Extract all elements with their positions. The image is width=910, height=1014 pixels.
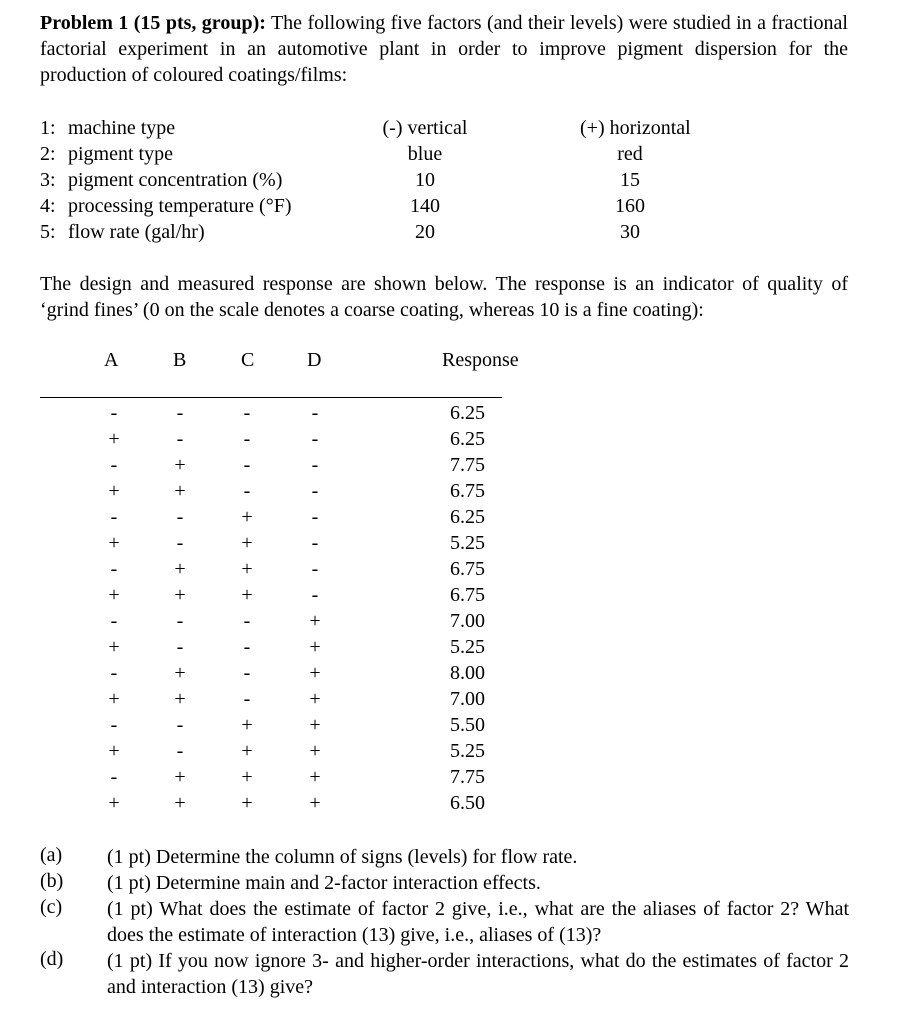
factor-low-level: blue [407, 143, 443, 165]
factor-high-level: 160 [615, 195, 645, 217]
sign-cell-b: - [176, 610, 184, 632]
response-cell: 5.25 [450, 740, 485, 762]
question-text: (1 pt) Determine the column of signs (levels) for flow rate. [107, 846, 578, 868]
sign-cell-a: - [110, 454, 118, 476]
factor-name: pigment concentration (%) [68, 169, 283, 191]
sign-cell-a: - [110, 558, 118, 580]
factor-number: 5: [40, 221, 56, 243]
sign-cell-b: + [174, 480, 186, 502]
sign-cell-d: - [311, 558, 319, 580]
response-cell: 7.00 [450, 688, 485, 710]
sign-cell-c: + [241, 558, 253, 580]
response-cell: 5.25 [450, 636, 485, 658]
sign-cell-d: + [309, 740, 321, 762]
response-cell: 7.75 [450, 454, 485, 476]
sign-cell-d: - [311, 532, 319, 554]
factor-high-level: (+) horizontal [580, 117, 691, 139]
sign-cell-b: + [174, 662, 186, 684]
sign-cell-d: - [311, 480, 319, 502]
sign-cell-c: + [241, 766, 253, 788]
sign-cell-a: + [108, 532, 120, 554]
response-cell: 8.00 [450, 662, 485, 684]
response-cell: 7.75 [450, 766, 485, 788]
sign-cell-b: - [176, 532, 184, 554]
sign-cell-b: - [176, 402, 184, 424]
design-description: The design and measured response are shown below. The response is an indicator of quality of ‘grind fines’ (0 on the scale denotes a coarse coating, whereas 10 is a fine coating): [40, 273, 848, 321]
factor-low-level: 140 [410, 195, 440, 217]
sign-cell-d: + [309, 662, 321, 684]
sign-cell-c: + [241, 532, 253, 554]
response-cell: 6.75 [450, 558, 485, 580]
factor-row [0, 117, 910, 143]
sign-cell-b: + [174, 584, 186, 606]
response-cell: 5.50 [450, 714, 485, 736]
sign-cell-c: + [241, 584, 253, 606]
response-cell: 6.25 [450, 506, 485, 528]
column-header-response: Response [442, 349, 519, 371]
sign-cell-d: + [309, 792, 321, 814]
sign-cell-c: - [243, 662, 251, 684]
factor-number: 4: [40, 195, 56, 217]
response-cell: 6.50 [450, 792, 485, 814]
sign-cell-b: - [176, 740, 184, 762]
factor-row [0, 195, 910, 221]
sign-cell-a: - [110, 402, 118, 424]
sign-cell-a: - [110, 662, 118, 684]
question-label: (b) [40, 870, 64, 892]
sign-cell-c: + [241, 792, 253, 814]
header-rule [40, 397, 502, 398]
sign-cell-a: + [108, 584, 120, 606]
sign-cell-b: - [176, 636, 184, 658]
sign-cell-b: + [174, 558, 186, 580]
factor-low-level: 20 [415, 221, 435, 243]
sign-cell-a: + [108, 636, 120, 658]
factor-high-level: 15 [620, 169, 640, 191]
factor-name: pigment type [68, 143, 173, 165]
sign-cell-b: - [176, 428, 184, 450]
sign-cell-d: + [309, 636, 321, 658]
factor-number: 3: [40, 169, 56, 191]
sign-cell-a: + [108, 740, 120, 762]
sign-cell-c: + [241, 740, 253, 762]
sign-cell-b: + [174, 766, 186, 788]
response-cell: 6.25 [450, 428, 485, 450]
sign-cell-d: + [309, 610, 321, 632]
response-cell: 7.00 [450, 610, 485, 632]
sign-cell-c: - [243, 454, 251, 476]
factor-name: machine type [68, 117, 176, 139]
sign-cell-c: - [243, 636, 251, 658]
sign-cell-b: + [174, 688, 186, 710]
sign-cell-b: + [174, 792, 186, 814]
sign-cell-d: - [311, 402, 319, 424]
sign-cell-b: + [174, 454, 186, 476]
column-header-b: B [173, 349, 187, 371]
factor-name: processing temperature (°F) [68, 195, 292, 217]
sign-cell-b: - [176, 714, 184, 736]
sign-cell-a: + [108, 480, 120, 502]
sign-cell-a: - [110, 506, 118, 528]
sign-cell-b: - [176, 506, 184, 528]
problem-intro-text: The following five factors (and their levels) were studied in a fractional factorial experiment in an automotive plant in order to improve pigment dispersion for the production of coloured coatings/films: [40, 12, 848, 86]
factor-row [0, 169, 910, 195]
column-header-a: A [104, 349, 119, 371]
column-header-c: C [241, 349, 255, 371]
sign-cell-a: + [108, 428, 120, 450]
sign-cell-d: + [309, 766, 321, 788]
sign-cell-c: - [243, 480, 251, 502]
factor-row [0, 143, 910, 169]
response-cell: 5.25 [450, 532, 485, 554]
response-cell: 6.75 [450, 584, 485, 606]
sign-cell-d: + [309, 714, 321, 736]
factor-low-level: 10 [415, 169, 435, 191]
sign-cell-d: - [311, 428, 319, 450]
question-text: (1 pt) What does the estimate of factor 2 give, i.e., what are the aliases of factor 2? What does the estimate of interaction (13) give, i.e., aliases of (13)? [107, 898, 849, 946]
factor-high-level: red [617, 143, 643, 165]
question-text: (1 pt) Determine main and 2-factor interaction effects. [107, 872, 541, 894]
sign-cell-a: + [108, 688, 120, 710]
sign-cell-c: - [243, 610, 251, 632]
sign-cell-a: - [110, 610, 118, 632]
sign-cell-a: - [110, 766, 118, 788]
sign-cell-a: - [110, 714, 118, 736]
problem-intro [40, 10, 848, 88]
factor-name: flow rate (gal/hr) [68, 221, 205, 243]
factor-row [0, 221, 910, 247]
question-label: (c) [40, 896, 63, 918]
response-cell: 6.75 [450, 480, 485, 502]
problem-title: Problem 1 (15 pts, group): [40, 12, 266, 34]
sign-cell-c: - [243, 402, 251, 424]
sign-cell-d: - [311, 584, 319, 606]
sign-cell-c: - [243, 428, 251, 450]
question-text: (1 pt) If you now ignore 3- and higher-order interactions, what do the estimates of factor 2 and interaction (13) give? [107, 950, 849, 998]
question-label: (d) [40, 948, 64, 970]
factor-number: 1: [40, 117, 56, 139]
sign-cell-d: + [309, 688, 321, 710]
sign-cell-c: + [241, 506, 253, 528]
sign-cell-d: - [311, 506, 319, 528]
factor-high-level: 30 [620, 221, 640, 243]
factor-low-level: (-) vertical [382, 117, 468, 139]
sign-cell-d: - [311, 454, 319, 476]
sign-cell-c: - [243, 688, 251, 710]
factor-number: 2: [40, 143, 56, 165]
response-cell: 6.25 [450, 402, 485, 424]
question-label: (a) [40, 844, 63, 866]
sign-cell-c: + [241, 714, 253, 736]
sign-cell-a: + [108, 792, 120, 814]
column-header-d: D [307, 349, 322, 371]
